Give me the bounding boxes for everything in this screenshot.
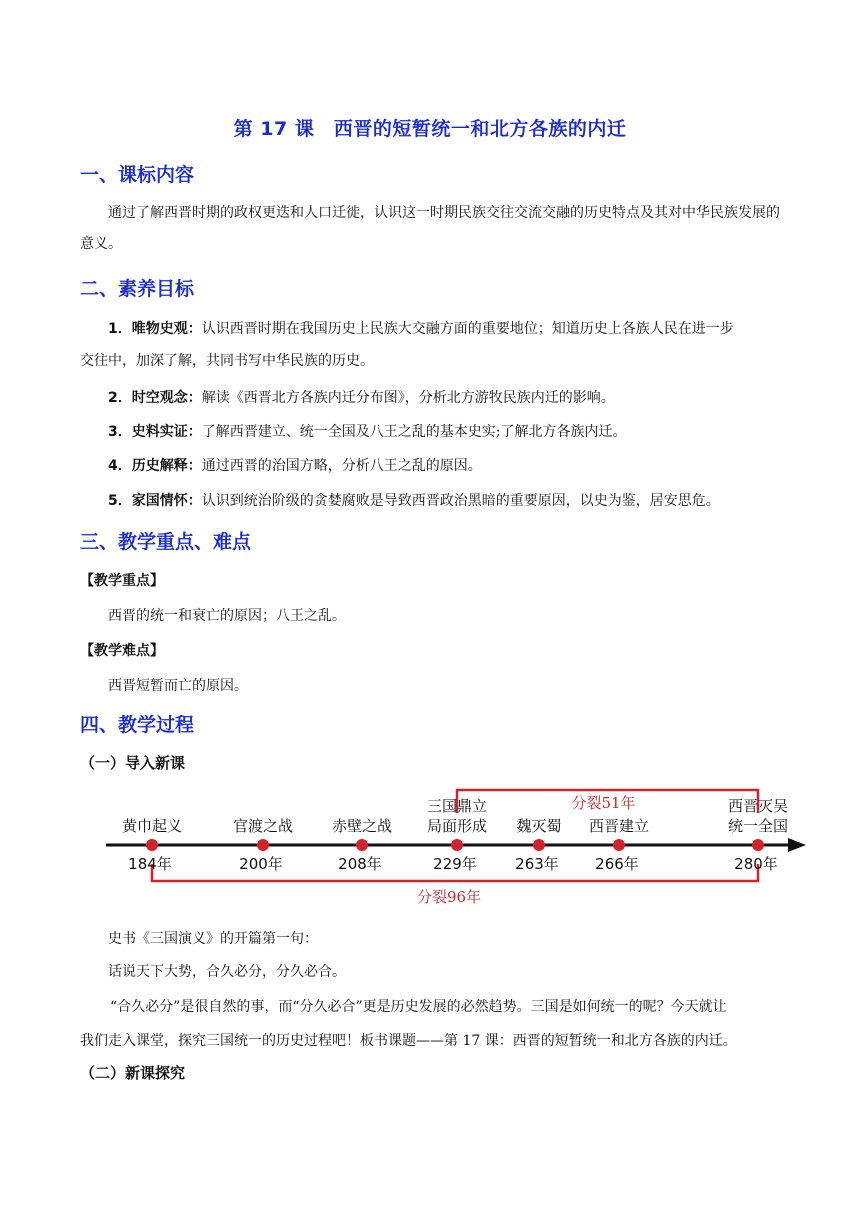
section-heading-process: 四、教学过程 [80,714,195,736]
goal-line [108,490,720,510]
timeline-event-label: 西晋灭吴 [727,797,789,815]
timeline-year-label: 229年 [433,855,477,873]
goal-line [80,350,374,370]
timeline-event-dot [257,839,269,851]
section-heading-key-points: 三、教学重点、难点 [80,531,252,553]
goal-text: 了解西晋建立、统一全国及八王之乱的基本史实;了解北方各族内迁。 [201,424,627,440]
timeline-year-label: 208年 [338,855,382,873]
timeline-year-label: 280年 [734,855,778,873]
goal-line [108,387,615,407]
goal-label: 2．时空观念： [108,390,202,406]
timeline-event-dot [752,839,764,851]
difficulty-label: 【教学难点】 [80,643,164,659]
timeline-event-label: 黄巾起义 [121,817,183,835]
timeline-year-label: 184年 [128,855,172,873]
goal-label: 3．史料实证： [108,424,202,440]
timeline-event-label: 统一全国 [727,817,789,835]
subsection-new-lesson: （二）新课探究 [80,1064,186,1082]
timeline-event-label: 赤壁之战 [331,817,393,835]
timeline-event-label: 三国鼎立 [426,797,488,815]
timeline-event-dot [533,839,545,851]
timeline-year-label: 263年 [515,855,559,873]
span-label-bottom: 分裂96年 [416,888,482,906]
section-heading-goals: 二、素养目标 [80,278,195,300]
intro-paragraph-line: 我们走入课堂，探究三国统一的历史过程吧！板书课题——第 17 课：西晋的短暂统一和北方各族的内迁。 [80,1033,737,1049]
timeline-event-label: 魏灭蜀 [516,817,562,835]
timeline-event-dot [451,839,463,851]
goal-line [108,318,734,338]
intro-paragraph-line: “合久必分”是很自然的事，而“分久必合”更是历史发展的必然趋势。三国是如何统一的呢？今天就让 [110,999,727,1015]
timeline-year-label: 266年 [595,855,639,873]
goal-label: 5．家国情怀： [108,493,202,509]
goal-text: 解读《西晋北方各族内迁分布图》，分析北方游牧民族内迁的影响。 [201,390,615,406]
goal-text: 认识到统治阶级的贪婪腐败是导致西晋政治黑暗的重要原因，以史为鉴，居安思危。 [201,493,720,509]
timeline-figure [100,780,810,910]
goal-line [108,421,626,441]
goal-text: 交往中，加深了解，共同书写中华民族的历史。 [80,353,374,369]
goal-line [108,455,482,475]
goal-label: 1．唯物史观： [108,321,202,337]
difficulty-text: 西晋短暂而亡的原因。 [108,678,248,694]
span-label-top: 分裂51年 [571,794,636,812]
curriculum-text: 通过了解西晋时期的政权更迭和人口迁徙，认识这一时期民族交往交流交融的历史特点及其对中华民族发展的意义。 [80,205,780,252]
goal-text: 通过西晋的治国方略，分析八王之乱的原因。 [201,458,482,474]
lesson-title: 第 17 课 西晋的短暂统一和北方各族的内迁 [233,118,627,140]
goal-label: 4．历史解释： [108,458,202,474]
timeline-arrow-icon [788,838,806,852]
timeline-event-label: 西晋建立 [588,817,650,835]
timeline-event-dot [356,839,368,851]
goal-text: 认识西晋时期在我国历史上民族大交融方面的重要地位；知道历史上各族人民在进一步 [201,321,734,337]
timeline-event-label: 官渡之战 [232,817,294,835]
subsection-intro: （一）导入新课 [80,754,186,772]
key-point-label: 【教学重点】 [80,573,164,589]
timeline-event-dot [146,839,158,851]
quote-intro: 史书《三国演义》的开篇第一句： [108,931,318,947]
timeline-year-label: 200年 [239,855,283,873]
section-heading-curriculum: 一、课标内容 [80,164,195,186]
quote-text: 话说天下大势，合久必分，分久必合。 [108,964,346,980]
timeline-event-label: 局面形成 [426,817,488,835]
key-point-text: 西晋的统一和衰亡的原因；八王之乱。 [108,608,346,624]
timeline-event-dot [613,839,625,851]
